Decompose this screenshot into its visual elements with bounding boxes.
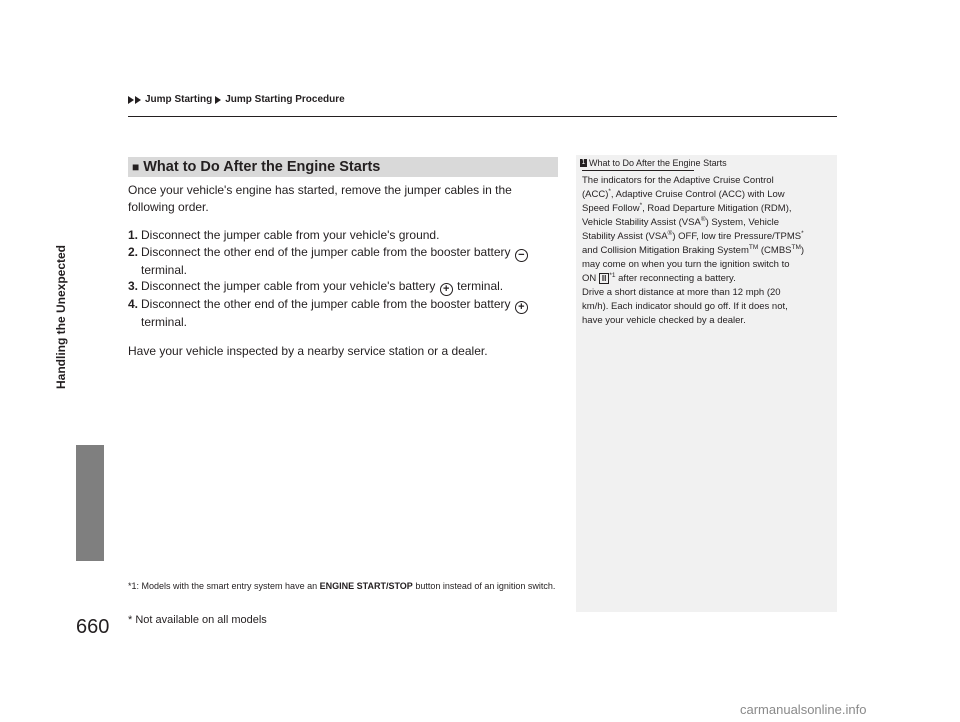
note-divider: [582, 170, 694, 171]
note-text: The indicators for the Adaptive Cruise Control (ACC)*, Adaptive Cruise Control (ACC) with Low Speed Follow*, Road Departure Mitigation (RDM), Vehicle Stability Assist (VSA®) System, Vehicle Stability Assist (VSA®) OFF, low tire Pressure/TPMS* and Collision Mitigation Braking System™ (CMBS™) may come on when you turn the ignition switch to ON II $^{*1}$ after reconnecting a battery. Drive a short distance at more than 12 mph (20 km/h). Each indicator should go off. If it does not, have your vehicle checked by a dealer.: [582, 175, 805, 326]
breadcrumb-arrow-icon: [215, 96, 221, 104]
note-badge-icon: 1: [581, 159, 586, 166]
plus-terminal-icon: +: [440, 283, 453, 296]
minus-terminal-icon: −: [515, 249, 528, 262]
page-number: 660: [76, 616, 110, 638]
ignition-position-key: II: [599, 273, 609, 284]
side-note-panel: [576, 155, 837, 612]
inspection-paragraph: Have your vehicle inspected by a nearby service station or a dealer.: [128, 343, 488, 358]
list-item: 2. Disconnect the other end of the jumper cable from the booster battery − terminal.: [128, 244, 560, 279]
chapter-tab: [76, 445, 104, 561]
breadcrumb-arrow-icon: [135, 96, 141, 104]
square-bullet-icon: ■: [132, 160, 140, 174]
breadcrumb-item[interactable]: Jump Starting: [145, 94, 213, 105]
breadcrumb-arrow-icon: [128, 96, 134, 104]
section-heading: [128, 157, 558, 177]
list-item: 4. Disconnect the other end of the jumper cable from the booster battery + terminal.: [128, 296, 560, 331]
header-divider: [128, 116, 837, 117]
list-item: 3. Disconnect the jumper cable from your vehicle's battery + terminal.: [128, 279, 504, 295]
breadcrumb: [128, 94, 345, 105]
steps-list: [128, 227, 560, 331]
watermark: carmanualsonline.info: [740, 702, 867, 717]
list-item: 1. Disconnect the jumper cable from your vehicle's ground.: [128, 228, 440, 242]
availability-note: * Not available on all models: [128, 614, 267, 626]
breadcrumb-item[interactable]: Jump Starting Procedure: [225, 94, 345, 105]
section-title: What to Do After the Engine Starts: [143, 159, 381, 175]
plus-terminal-icon: +: [515, 301, 528, 314]
footnote: *1: Models with the smart entry system have an ENGINE START/STOP button instead of an ignition switch.: [128, 581, 556, 591]
note-title: 1 What to Do After the Engine Starts: [581, 158, 727, 168]
section-body: [128, 182, 560, 359]
intro-paragraph: Once your vehicle's engine has started, remove the jumper cables in the following order.: [128, 183, 512, 214]
